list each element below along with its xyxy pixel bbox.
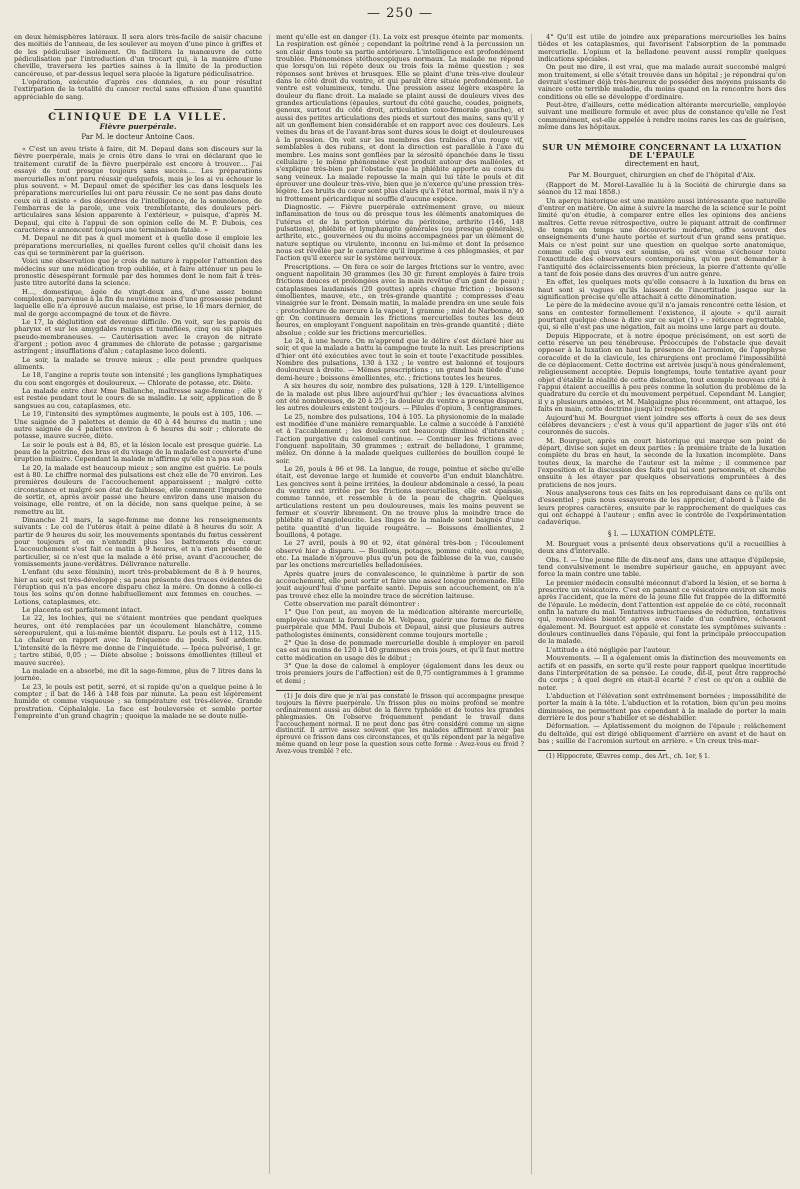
paragraph: Déformation. — Aplatissement du moignon de l'épaule ; relâchement du deltoïde, qui est dirigé obliquement d'arrière en avant et de haut en bas ; saillie de l'acromion surtout en arrière. « Un creux très-mar- <box>538 722 786 745</box>
section-heading: § I. — LUXATION COMPLÈTE. <box>608 529 716 538</box>
paragraph: Un aperçu historique est une manière aussi intéressante que naturelle d'entrer en matière. On aime à suivre la marche de la science sur le point limité qu'on étudie, à comparer entre elles les opinions des anciens maîtres. Cette revue rétrospective, outre le piquant attrait de confirmer de temps en temps une découverte moderne, offre souvent des enseignements d'une haute portée et surtout d'un grand sens pratique. Mais ce n'est point sur une question en quelque sorte anatomique, comme celle qui vous est soumise, où est venue s'échouer toute l'exactitude des observateurs contemporains, qu'on peut demander à l'antiquité des éclaircissements bien précieux, la pierre d'attente qu'elle a tant de fois posée dans des œuvres d'un autre genre. <box>538 196 786 278</box>
paragraph: L'enfant (du sexe féminin), mort très-probablement de 8 à 9 heures, hier au soir, est très-développé ; sa peau présente des traces évidentes de l'éruption qui n'a pas encore disparu chez la mère. On donne à celle-ci tous les soins qu'on donne habituellement aux femmes en couches. — Lotions, cataplasmes, etc. <box>14 568 262 606</box>
author-byline: Par M. Bourguet, chirurgien en chef de l'hôpital d'Aix. <box>568 170 756 179</box>
paragraph: Le 27 avril, pouls à 90 et 92, état général très-bon ; l'écoulement observé hier a disparu. — Bouillons, potages, pomme cuite, eau rougie, etc. La malade n'éprouve plus qu'un peu de faiblesse de la vue, causée par les onctions mercurielles belladonisées. <box>276 539 524 570</box>
article-title: SUR UN MÉMOIRE CONCERNANT LA LUXATION DE L'ÉPAULE <box>542 142 782 160</box>
paragraph: Le premier médecin consulté méconnut d'abord la lésion, et se borna à prescrire un vésicatoire. C'est en pansant ce vésicatoire environ six mois après l'accident, que la mère de la jeune fille fut frappée de la difformité de l'épaule. Le médecin, dont l'attention est appelée de ce côté, reconnaît enfin la nature du mal. Tentatives infructueuses de réduction, tentatives qui, renouvelées bientôt après avec l'aide d'un confrère, échouent également. M. Bourguet est appelé et constate les symptômes suivants : douleurs continuelles dans l'épaule, qui font la principale préoccupation de la malade. <box>538 578 786 646</box>
paragraph: Le 24, à une heure. On m'apprend que le délire s'est déclaré hier au soir, et que la malade a battu la campagne toute la nuit. Les prescriptions d'hier ont été exécutées avec tout le soin et toute l'exactitude possibles. Nombre des pulsations, 130 à 132 ; le ventre est balonné et toujours douloureux à droite. — Mêmes prescriptions ; un grand bain tiède d'une demi-heure ; boissons émollientes, etc. ; frictions toutes les heures. <box>276 337 524 382</box>
paragraph: Diagnostic. — Fièvre puerpérale extrêmement grave, ou mieux inflammation de tous ou de presque tous les éléments anatomiques de l'utérus et de la portion utérine du péritoine, arthrite (146, 148 pulsations), phlébite et lymphangite générales (ou presque générales), arthrite, etc., gouvernées ou du moins accompagnées par un élément de nature septique ou virulente, inconnu en lui-même et dont la présence nous est révélée par le caractère qu'il imprime à ces phlegmasies, et par l'action qu'il exerce sur le système nerveux. <box>276 202 524 263</box>
article-body <box>538 198 786 527</box>
paragraph: Après quatre jours de convalescence, le quinzième à partir de son accouchement, elle peut sortir et faire une assez longue promenade. Elle jouit aujourd'hui d'une parfaite santé. Depuis son accouchement, on n'a pas trouvé chez elle la moindre trace de sécrétion laiteuse. <box>276 569 524 600</box>
footnote: (1) Hippocrate, Œuvres comp., des Art., ch. 1er, § 1. <box>546 753 710 761</box>
paragraph: La malade entre chez Mme Ballanche, maîtresse sage-femme ; elle y est restée pendant tout le cours de sa maladie. Le soir, application de 8 sangsues au cou, cataplasmes, etc. <box>14 387 262 410</box>
footnote: (1) Je dois dire que je n'ai pas constaté le frisson qui accompagne presque toujours la fièvre puerpérale. Un frisson plus ou moins profond se montre ordinairement aussi au début de la fièvre typhoïde et de toutes les grandes phlegmasies. On l'observe fréquemment pendant le travail dans l'accouchement normal. Il ne peut donc pas être considéré comme un signe distinctif. Il arrive assez souvent que les malades affirment n'avoir pas éprouvé ce frisson dans ces circonstances, et qu'ils répondent par la négative même quand on leur pose la question sous cette forme : Avez-vous eu froid ? Avez-vous tremblé ? etc. <box>276 692 524 756</box>
column-middle <box>276 34 524 1174</box>
paragraph: en deux hémisphères latéraux. Il sera alors très-facile de saisir chacune des moitiés de l'anneau, de les soulever au moyen d'une pince à griffes et de les pédiculiser isolément. On facilitera la manœuvre de cette pédiculisation par l'introduction d'un trocart qui, à la manière d'une cheville, traversera les parties saines à la limite de la production cancéreuse, et par-dessus lequel sera placée la ligature pédiculisatrice. <box>14 34 262 78</box>
paragraph: Voici une observation que je crois de nature à rappeler l'attention des médecins sur une médication trop oubliée, et à faire atténuer un peu le pronostic désespérant formulé par des hommes dont le nom fait à très-juste titre autorité dans la science. <box>14 257 262 288</box>
paragraph: Le 23, le pouls est petit, serré, et si rapide qu'on a quelque peine à le compter ; il bat de 146 à 148 fois par minute. La peau est légèrement humide et comme visqueuse ; sa température est très-élevée. Grande prostration. Céphalalgie. La face est bouleversée et semble porter l'empreinte d'un grand chagrin ; quoique la malade ne se doute nulle- <box>14 682 262 720</box>
article-body <box>14 146 262 720</box>
paragraph: Aujourd'hui M. Bourguet vient joindre ses efforts à ceux de ses deux célèbres devanciers ; c'est à vous qu'il appartient de juger s'ils ont été couronnés de succès. <box>538 413 786 437</box>
footnote-divider <box>538 750 666 751</box>
paragraph: Le 25, nombre des pulsations, 104 à 105. La physionomie de la malade est modifiée d'une manière remarquable. Le calme a succédé à l'anxiété et à l'accablement ; les douleurs ont beaucoup diminué d'intensité ; l'action purgative du calomel continue. — Continuer les frictions avec l'onguent napolitain, 30 grammes ; extrait de belladone, 1 gramme, mêlez. On donne à la malade quelques cuillerées de bouillon coupé le soir. <box>276 412 524 465</box>
paragraph: On peut me dire, il est vrai, que ma malade aurait succombé malgré mon traitement, si elle s'était trouvée dans un hôpital ; je répondrai qu'on devrait s'estimer déjà très-heureux de posséder des moyens puissants de vaincre cette terrible maladie, du moins quand on la rencontre hors des conditions où elle se développe d'ordinaire. <box>538 63 786 101</box>
paragraph: Le 17, la déglutition est devenue difficile. On voit, sur les parois du pharynx et sur les amygdales rouges et tuméfiées, cinq ou six plaques pseudo-membraneuses. — Cautérisation avec le crayon de nitrate d'argent ; potion avec 4 grammes de chlorate de potasse ; gargarisme astringent ; insufflations d'alun ; cataplasme loco dolenti. <box>14 318 262 356</box>
paragraph: L'opération, exécutée d'après ces données, a eu pour résultat l'extirpation de la totalité du cancer rectal sans effusion d'une quantité appréciable de sang. <box>14 78 262 101</box>
paragraph: 1° Que l'on peut, au moyen de la médication altérante mercurielle, employée suivant la formule de M. Velpeau, guérir une forme de fièvre puerpérale que MM. Paul Dubois et Depaul, ainsi que plusieurs autres pathologistes éminents, considèrent comme toujours mortelle ; <box>276 608 524 639</box>
paragraph: Le soir le pouls est à 84, 85, et la lésion locale est presque guérie. La peau de la poitrine, des bras et du visage de la malade est couverte d'une éruption miliaire. Cependant la malade m'affirme qu'elle n'a pas sué. <box>14 440 262 464</box>
column-right <box>538 34 786 1174</box>
paragraph: « C'est un aveu triste à faire, dit M. Depaul dans son discours sur la fièvre puerpérale, mais je crois être dans le vrai en déclarant que le traitement curatif de la fièvre puerpérale est encore à trouver.... J'ai essayé de tout presque toujours sans succès.... Les préparations mercurielles m'ont paru réussir quelquefois, mais je les ai vu échouer le plus souvent. » M. Depaul omet de spécifier les cas dans lesquels les préparations mercurielles lui ont paru réussir. Ce ne sont pas dans doute ceux où il existe « des désordres de l'intelligence, de la somnolence, de l'embarras de la parole, une voix tremblotante, des douleurs péri-articulaires sans lésion apparente à l'extérieur, » puisque, d'après M. Depaul, qui cite à l'appui de son opinion celle de M. P. Dubois, ces caractères e annoncent toujours une terminaison fatale. » <box>14 145 262 234</box>
paragraph: En effet, les quelques mots qu'elle consacre à la luxation du bras en haut sont si vagues qu'ils laissent de l'incertitude jusque sur la signification précise qu'elle attachait à cette dénomination. <box>538 278 786 301</box>
paragraph: Le 18, l'angine a repris toute son intensité ; les ganglions lymphatiques du cou sont engorgés et douloureux. — Chlorate de potasse, etc. Diète. <box>14 371 262 387</box>
article-body-continued <box>538 541 786 745</box>
conclusion-text <box>538 34 786 131</box>
article-subtitle: directement en haut, <box>624 160 700 169</box>
author-byline: Par M. le docteur Antoine Caos. <box>81 132 195 141</box>
intro-text <box>14 34 262 101</box>
column-divider <box>269 34 270 1174</box>
paragraph: Cette observation me paraît démontrer : <box>284 600 420 609</box>
paragraph: Le père de la médecine avoue qu'il n'a jamais rencontré cette lésion, et sans en contester formellement l'existence, il ajoute « qu'il aurait pourtant quelque chose à dire sur ce sujet (1) » : réticence regrettable, qui, si elle n'est pas une négation, fait au moins une large part au doute. <box>538 301 786 332</box>
report-note: (Rapport de M. Morel-Lavallée lu à la Société de chirurgie dans sa séance du 12 mai 1858.) <box>538 180 786 197</box>
paragraph: Le 19, l'intensité des symptômes augmente, le pouls est à 105, 106. — Une saignée de 3 palettes et demie de 40 à 44 heures du matin ; une autre saignée de 4 palettes environ à 6 heures du soir ; chlorate de potasse, mauve sucrée, diète. <box>14 410 262 441</box>
paragraph: Le 22, les lochies, qui ne s'étaient montrées que pendant quelques heures, ont été remplacées par un écoulement blanchâtre, comme séreopurulent, qui a lui-même bientôt disparu. Le pouls est à 112, 115. La chaleur en rapport avec la fréquence du pouls. Soif ardente. L'intensité de la fièvre me donne de l'inquiétude. — Ipéca pulvérisé, 1 gr. ; tartre stibié, 0,05 ; — Diète absolue ; boissons émollientes (tilleul et mauve sucrée). <box>14 614 262 667</box>
column-divider <box>531 34 532 1174</box>
paragraph: Obs. I. — Une jeune fille de dix-neuf ans, dans une attaque d'épilepsie, tend convulsivement le membre supérieur gauche, en appuyant avec force la main contre une table. <box>538 555 786 579</box>
paragraph: M. Bourguet, après un court historique qui marque son point de départ, divise son sujet en deux parties : la première traite de la luxation complète du bras en haut, la seconde de la luxation incomplète. Dans toutes deux, la marche de l'auteur est la même ; il commence par l'exposition et la discussion des faits qui lui sont personnels, et cherche ensuite à les étayer par quelques observations empruntées à des praticiens de nos jours. <box>538 436 786 489</box>
paragraph: Le soir, la malade se trouve mieux ; elle peut prendre quelques aliments. <box>14 355 262 372</box>
paragraph: L'abduction et l'élévation sont extrêmement bornées ; impossibilité de porter la main à la tête. L'abduction et la rotation, bien qu'un peu moins diminuées, ne permettent pas cependant à la malade de porter la main derrière le dos pour s'habiller et se déshabiller. <box>538 691 786 722</box>
paragraph: 3° Que la dose de calomel à employer (également dans les deux ou trois premiers jours de l'affection) est de 0,75 centigrammes à 1 gramme et demi ; <box>276 661 524 685</box>
paragraph: La malade en a absorbé, me dit la sage-femme, plus de 7 litres dans la journée. <box>14 666 262 683</box>
subsection-title: Fièvre puerpérale. <box>99 122 177 132</box>
paragraph: Prescriptions. — On fera ce soir de larges frictions sur le ventre, avec onguent napolitain 30 grammes (les 30 gr. furent employés à faire trois frictions douces et prolongées avec la main revêtue d'un gant de peau) ; cataplasmes laudanisés (20 gouttes) après chaque friction ; boissons émollientes, mauve, etc., en très-grande quantité ; compresses d'eau vinaigrée sur le front. Demain matin, la malade prendra en une seule fois : protochlorure de mercure à la vapeur, 1 gramme ; miel de Narbonne, 40 gr. On continuera demain les frictions mercurielles toutes les deux heures, en employant l'onguent napolitain en très-grande quantité ; diète absolue ; coïde sur les frictions mercurielles. <box>276 262 524 337</box>
section-divider <box>578 139 746 140</box>
paragraph: Peut-être, d'ailleurs, cette médication altérante mercurielle, employée suivant une meilleure formule et avec plus de constance qu'elle ne l'est communément, est-elle appelée à rendre moins rares les cas de guérison, même dans les hôpitaux. <box>538 101 786 132</box>
paragraph: M. Depaul ne dit pas à quel moment et à quelle dose il emploie les préparations mercurielles, ni quelles furent celles qu'il choisit dans les cas qui se terminèrent par la guérison. <box>14 234 262 257</box>
paragraph: H..., domestique, âgée de vingt-deux ans, d'une assez bonne complexion, parvenue à la fin du neuvième mois d'une grossesse pendant laquelle elle n'a éprouvé aucun malaise, est prise, le 16 mars dernier, de mal de gorge accompagné de toux et de fièvre. <box>14 287 262 318</box>
section-divider <box>54 109 222 110</box>
paragraph: Depuis Hippocrate, et à notre époque précisément, on est sorti de cette réserve un peu ténébreuse. Préoccupés de l'obstacle que devait opposer à la luxation en haut la présence de l'acromion, de l'apophyse coracoïde et de la clavicule, les chirurgiens ont proclamé l'impossibilité de ce déplacement. Cette doctrine est arrivée jusqu'à nous généralement, religieusement acceptée. Depuis longtemps, toute tentative ayant pour objet d'établir la réalité de cette dislocation, tout exemple nouveau cité à l'appui étaient accueillis à peu près comme la solution du problème de la quadrature du cercle et du mouvement perpétuel. Cependant M. Langier, il y a plusieurs années, et M. Malgaigne plus récemment, ont attaqué, les faits en main, cette doctrine jusqu'ici respectée. <box>538 331 786 414</box>
paragraph: Dimanche 21 mars, la sage-femme me donne les renseignements suivants : Le col de l'utérus était à peine dilaté à 8 heures du soir. A partir de 9 heures du soir, les mouvements spontanés du fœtus cessèrent pour toujours et on n'entendit plus les battements du cœur. L'accouchement s'est fait ce matin à 9 heures, et n'a rien présenté de particulier, si ce n'est que la malade a été prise, avant d'accoucher, de vomissements jaune-verdâtres. Délivrance naturelle. <box>14 515 262 569</box>
section-title: CLINIQUE DE LA VILLE. <box>48 112 228 124</box>
paragraph: Le 20, la malade est beaucoup mieux ; son angine est guérie. Le pouls est à 80. Le chiffre normal des pulsations est chez elle de 70 environ. Les premières douleurs de l'accouchement apparaissent ; malgré cette circonstance et malgré son état de faiblesse, elle comment l'imprudence de sortir, et, après avoir passé une heure environ dans une maison du voisinage, elle rentre, et on la décide, non sans quelque peine, à se remettre au lit. <box>14 463 262 516</box>
paragraph: Mouvements. — Il a également omis la distinction des mouvements en actifs et en passifs, en sorte qu'il reste pour rapport quelque incertitude dans l'interprétation de sa pensée. Le coude, dit-il, peut être rapproché du corps ; à quel degré en était-il écarté ? c'est ce qu'on a oublié de noter. <box>538 654 786 692</box>
footnote-divider <box>276 690 404 691</box>
paragraph: Le placenta est parfaitement intact. <box>22 606 143 615</box>
paragraph: Nous analyserons tous ces faits en les reproduisant dans ce qu'ils ont d'essentiel ; puis nous essayerons de les apprécier, d'abord à l'aide de leurs propres caractères, ensuite par le rapprochement de quelques cas qui ont échappé à l'auteur ; enfin avec le contrôle de l'expérimentation cadavérique. <box>538 488 786 527</box>
paragraph: Le 26, pouls à 96 et 98. La langue, de rouge, pointue et sèche qu'elle était, est devenue large et humide et couverte d'un enduit blanchâtre. Les gencives sont à peine irritées, la douleur abdominale a cessé, la peau du ventre est irritée par les frictions mercurielles, elle est épaissie, comme tannée, et ressemble à de la peau de chagrin. Quelques articulations restent un peu douloureuses, mais les mains peuvent se fermer et s'ouvrir librement. On ne trouve plus la moindre trace de phlébite ni d'angioleucite. Les linges de la malade sont baignés d'une petite quantité d'un liquide rougeâtre. — Boissons émollientes, 2 bouillons, 4 potage. <box>276 464 524 540</box>
paragraph: ment qu'elle est en danger (1). La voix est presque éteinte par moments. La respiration est gênée ; cependant la poitrine rend à la percussion un son clair dans toute sa partie antérieure. L'intelligence est profondément troublée. Phénomènes stéthoscopiques normaux. La malade ne répond que lorsqu'on lui répète deux ou trois fois la même question ; ses réponses sont brèves et brusques. Elle se plaint d'une très-vive douleur dans le côté droit du ventre, et qui paraît être située profondément. Le ventre est volumineux, tendu. Une pression assez légère exaspère la douleur du flanc droit. La malade se plaint aussi de douleurs vives des grandes articulations (épaules, surtout du côté gauche, coudes, poignets, genoux, surtout du côté droit, articulation coxo-fémorale gauche), et aussi des petites articulations des pieds et surtout des mains, sans qu'il y ait un gonflement bien considérable et en rapport avec ces douleurs. Les veines du bras et de l'avant-bras sont dures sous le doigt et douloureuses à la pression. On voit sur les membres des traînées d'un rouge vif, semblables à des rubans, et dont la direction est parallèle à l'axe du membre. Les mains sont gonflées par la sérosité épanchée dans le tissu cellulaire ; le même phénomène s'est produit autour des malléoles, et s'explique très-bien par l'obstacle que la phlébite apporte au cours du sang veineux. La malade repousse la main qui lui tâte le pouls et dit éprouver une douleur très-vive, bien que je n'exerce qu'une pression très-légère. Les bruits du cœur sont plus clairs qu'à l'état normal, mais il n'y a ni frottement péricardique ni souffle d'aucune espèce. <box>276 34 524 203</box>
paragraph: M. Bourguet vous a présenté deux observations qu'il a recueillies à deux ans d'intervalle. <box>538 540 786 556</box>
paragraph: 2° Que la dose de pommade mercurielle double à employer en pareil cas est au moins de 120 à 140 grammes en trois jours, et qu'il faut mettre cette médication en usage dès le début ; <box>276 638 524 662</box>
paragraph: A six heures du soir, nombre des pulsations, 128 à 129. L'intelligence de la malade est plus libre aujourd'hui qu'hier ; les évacuations alvines ont été nombreuses, de 20 à 25 ; la douleur du ventre a presque disparu, les autres douleurs existent toujours. — Pilules d'opium, 3 centigrammes. <box>276 382 524 413</box>
column-left <box>14 34 262 1174</box>
article-body <box>276 34 524 685</box>
paragraph: L'attitude a été négligée par l'auteur. <box>546 645 671 654</box>
page-number: — 250 — <box>366 6 434 21</box>
paragraph: 4° Qu'il est utile de joindre aux préparations mercurielles les bains tièdes et les cataplasmes, qui favorisent l'absorption de la pommade mercurielle. L'opium et la belladone peuvent aussi remplir quelques indications spéciales. <box>538 34 786 64</box>
